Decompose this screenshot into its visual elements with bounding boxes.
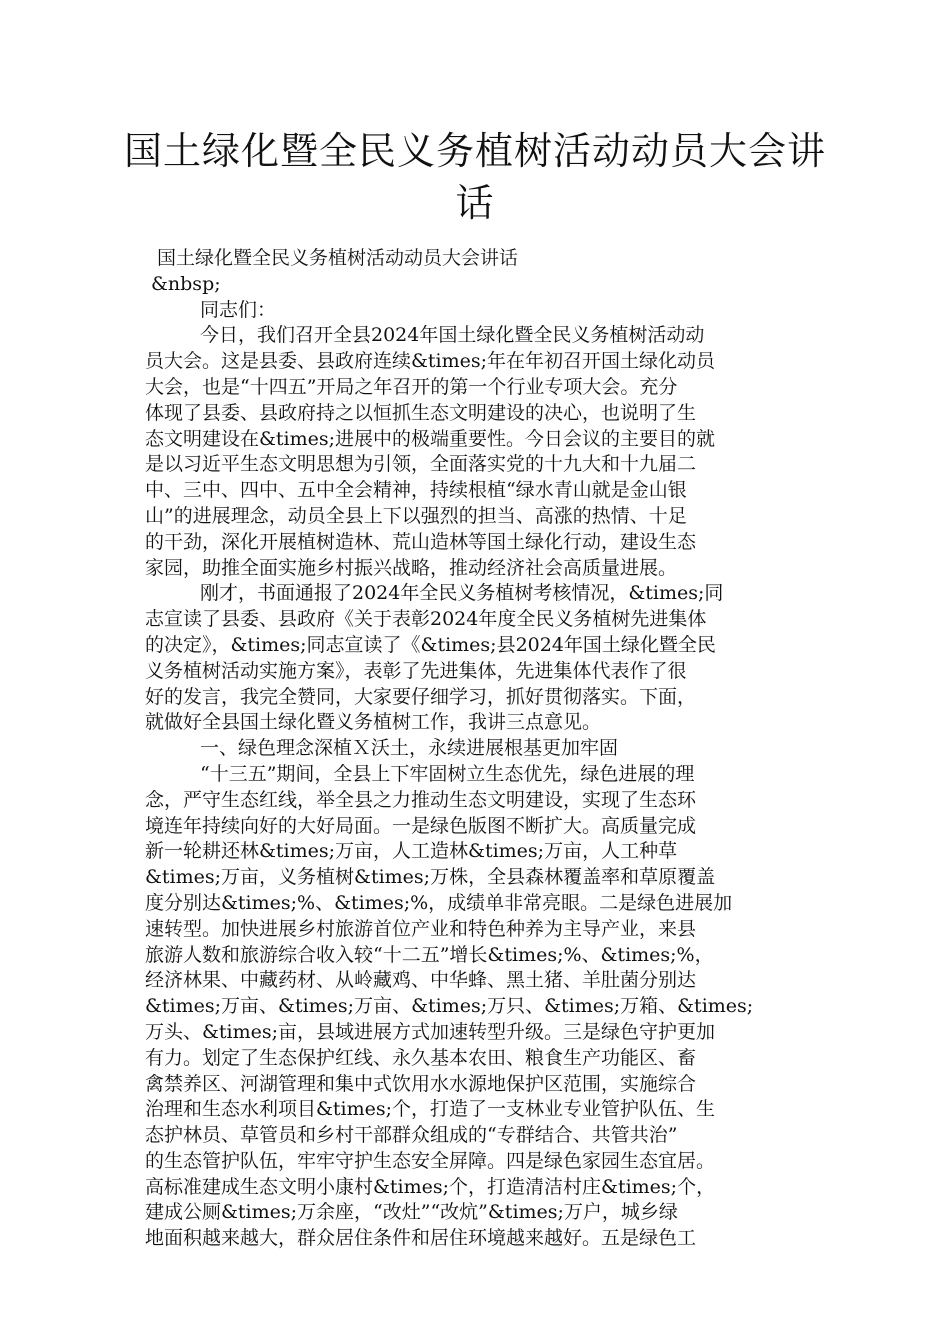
paragraph-line: &times;万亩、&times;万亩、&times;万只、&times;万箱、&times; <box>145 995 754 1018</box>
paragraph-line: 今日，我们召开全县2024年国土绿化暨全民义务植树活动动 <box>200 324 705 347</box>
document-subtitle: 国土绿化暨全民义务植树活动动员大会讲话 <box>157 247 519 269</box>
title-line-1: 国土绿化暨全民义务植树活动动员大会讲 <box>123 129 826 173</box>
paragraph-line: 中、三中、四中、五中全会精神，持续根植“绿水青山就是金山银 <box>145 479 687 502</box>
paragraph-line: 大会，也是“十四五”开局之年召开的第一个行业专项大会。充分 <box>145 375 678 398</box>
paragraph-line: 刚才，书面通报了2024年全民义务植树考核情况，&times;同 <box>200 582 724 605</box>
paragraph-line: 念，严守生态红线，举全县之力推动生态文明建设，实现了生态环 <box>145 788 697 811</box>
salutation: 同志们： <box>200 298 277 321</box>
paragraph-line: 地面积越来越大，群众居住条件和居住环境越来越好。五是绿色工 <box>145 1227 697 1250</box>
document-title <box>120 125 830 229</box>
paragraph-line: 新一轮耕还林&times;万亩，人工造林&times;万亩，人工种草 <box>145 840 678 863</box>
paragraph-line: 治理和生态水利项目&times;个，打造了一支林业专业管护队伍、生 <box>145 1098 716 1121</box>
paragraph-line: 境连年持续向好的大好局面。一是绿色版图不断扩大。高质量完成 <box>145 814 697 837</box>
paragraph-line: 的干劲，深化开展植树造林、荒山造林等国土绿化行动，建设生态 <box>145 530 697 553</box>
paragraph-line: 山”的进展理念，动员全县上下以强烈的担当、高涨的热情、十足 <box>145 504 687 527</box>
paragraph-line: 志宣读了县委、县政府《关于表彰2024年度全民义务植树先进集体 <box>145 608 707 631</box>
paragraph-line: &times;万亩，义务植树&times;万株，全县森林覆盖率和草原覆盖 <box>145 866 716 889</box>
paragraph-line: 经济林果、中藏药材、从岭藏鸡、中华蜂、黑土猪、羊肚菌分别达 <box>145 969 697 992</box>
paragraph-line: 建成公厕&times;万余座，“改灶”“改炕”&times;万户，城乡绿 <box>145 1201 678 1224</box>
section-heading: 一、绿色理念深植Ｘ沃土，永续进展根基更加牢固 <box>200 737 619 760</box>
paragraph-line: 的生态管护队伍，牢牢守护生态安全屏障。四是绿色家园生态宜居。 <box>145 1149 716 1172</box>
paragraph-line: 态护林员、草管员和乡村干部群众组成的“专群结合、共管共治” <box>145 1124 678 1147</box>
title-line-2: 话 <box>455 181 495 225</box>
paragraph-line: 高标准建成生态文明小康村&times;个，打造清洁村庄&times;个， <box>145 1175 716 1198</box>
paragraph-line: 是以习近平生态文明思想为引领，全面落实党的十九大和十九届二 <box>145 453 697 476</box>
paragraph-line: 员大会。这是县委、县政府连续&times;年在年初召开国土绿化动员 <box>145 350 716 373</box>
paragraph-line: 禽禁养区、河湖管理和集中式饮用水水源地保护区范围，实施综合 <box>145 1072 697 1095</box>
paragraph-line: 好的发言，我完全赞同，大家要仔细学习，抓好贯彻落实。下面， <box>145 685 697 708</box>
paragraph-line: 度分别达&times;%、&times;%，成绩单非常亮眼。二是绿色进展加 <box>145 891 733 914</box>
paragraph-line: “十三五”期间，全县上下牢固树立生态优先，绿色进展的理 <box>200 762 695 785</box>
paragraph-line: 体现了县委、县政府持之以恒抓生态文明建设的决心，也说明了生 <box>145 401 697 424</box>
document-body <box>145 246 815 1252</box>
paragraph-line: 态文明建设在&times;进展中的极端重要性。今日会议的主要目的就 <box>145 427 716 450</box>
paragraph-line: 旅游人数和旅游综合收入较“十二五”增长&times;%、&times;%， <box>145 943 714 966</box>
paragraph-line: 有力。划定了生态保护红线、永久基本农田、粮食生产功能区、畜 <box>145 1046 697 1069</box>
paragraph-line: 义务植树活动实施方案》，表彰了先进集体，先进集体代表作了很 <box>145 659 687 682</box>
paragraph-line: 速转型。加快进展乡村旅游首位产业和特色种养为主导产业，来县 <box>145 917 697 940</box>
paragraph-line: 就做好全县国土绿化暨义务植树工作，我讲三点意见。 <box>145 711 602 734</box>
nbsp-entity-text: &nbsp; <box>151 272 221 295</box>
paragraph-line: 的决定》，&times;同志宣读了《&times;县2024年国土绿化暨全民 <box>145 633 716 656</box>
paragraph-line: 万头、&times;亩，县域进展方式加速转型升级。三是绿色守护更加 <box>145 1020 716 1043</box>
paragraph-line: 家园，助推全面实施乡村振兴战略，推动经济社会高质量进展。 <box>145 556 678 579</box>
